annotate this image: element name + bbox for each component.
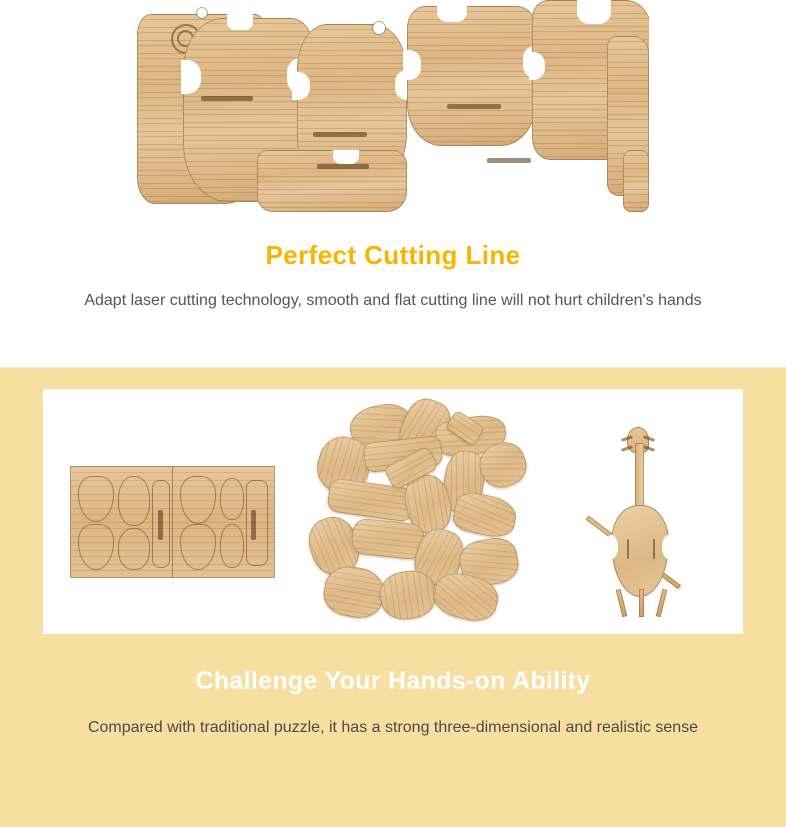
engraved-outline (78, 524, 114, 570)
piece-slot (201, 96, 253, 101)
piece-slot (447, 104, 501, 109)
piece-notch (333, 150, 359, 164)
piece-slot (313, 132, 367, 137)
piece-notch (227, 14, 253, 30)
piece-slot (317, 164, 369, 169)
piece-notch (437, 0, 467, 22)
violin-f-hole (653, 539, 655, 559)
puzzle-piece (451, 489, 520, 541)
piece-slot (487, 158, 531, 163)
engraved-board-photo (70, 466, 275, 578)
section-challenge-hands-on-ability (0, 368, 786, 827)
engraved-outline (220, 478, 244, 520)
engraved-outline (78, 476, 114, 522)
violin-stand (615, 589, 667, 617)
engraved-outline (246, 480, 268, 566)
section-body-text: Compared with traditional puzzle, it has a strong three-dimensional and realistic sense (87, 719, 699, 736)
stand-leg (616, 589, 628, 617)
section-perfect-cutting-line (0, 0, 786, 368)
engraved-outline (180, 524, 216, 570)
engraved-outline (180, 476, 216, 524)
stand-leg (656, 589, 668, 617)
section-body-text: Adapt laser cutting technology, smooth and flat cutting line will not hurt children's hands (84, 292, 702, 309)
violin-waist-cut (662, 535, 675, 559)
engraved-slot (158, 510, 163, 540)
engraved-outline (220, 524, 244, 568)
cutting-line-photo (137, 0, 649, 215)
stand-leg (639, 589, 644, 617)
puzzle-piece (350, 517, 425, 560)
engraved-outline (118, 528, 150, 570)
section-headline: Perfect Cutting Line (265, 240, 521, 270)
puzzle-piece (623, 150, 649, 212)
engraved-outline (118, 476, 150, 526)
board-seam (172, 466, 173, 578)
engraved-slot (251, 510, 256, 540)
violin-f-hole (627, 539, 629, 559)
violin-neck (635, 443, 644, 509)
piece-notch (403, 50, 421, 80)
violin-waist-cut (605, 535, 618, 559)
assembled-violin-photo (563, 407, 703, 622)
puzzle-piece (257, 150, 407, 212)
puzzle-piece (407, 6, 537, 146)
piece-hole (197, 8, 207, 18)
piece-hole (373, 22, 385, 34)
section-headline: Challenge Your Hands-on Ability (195, 667, 591, 695)
photo-card (43, 389, 743, 634)
piece-notch (577, 0, 611, 24)
loose-pieces-photo (298, 399, 533, 624)
violin-body (611, 505, 669, 597)
